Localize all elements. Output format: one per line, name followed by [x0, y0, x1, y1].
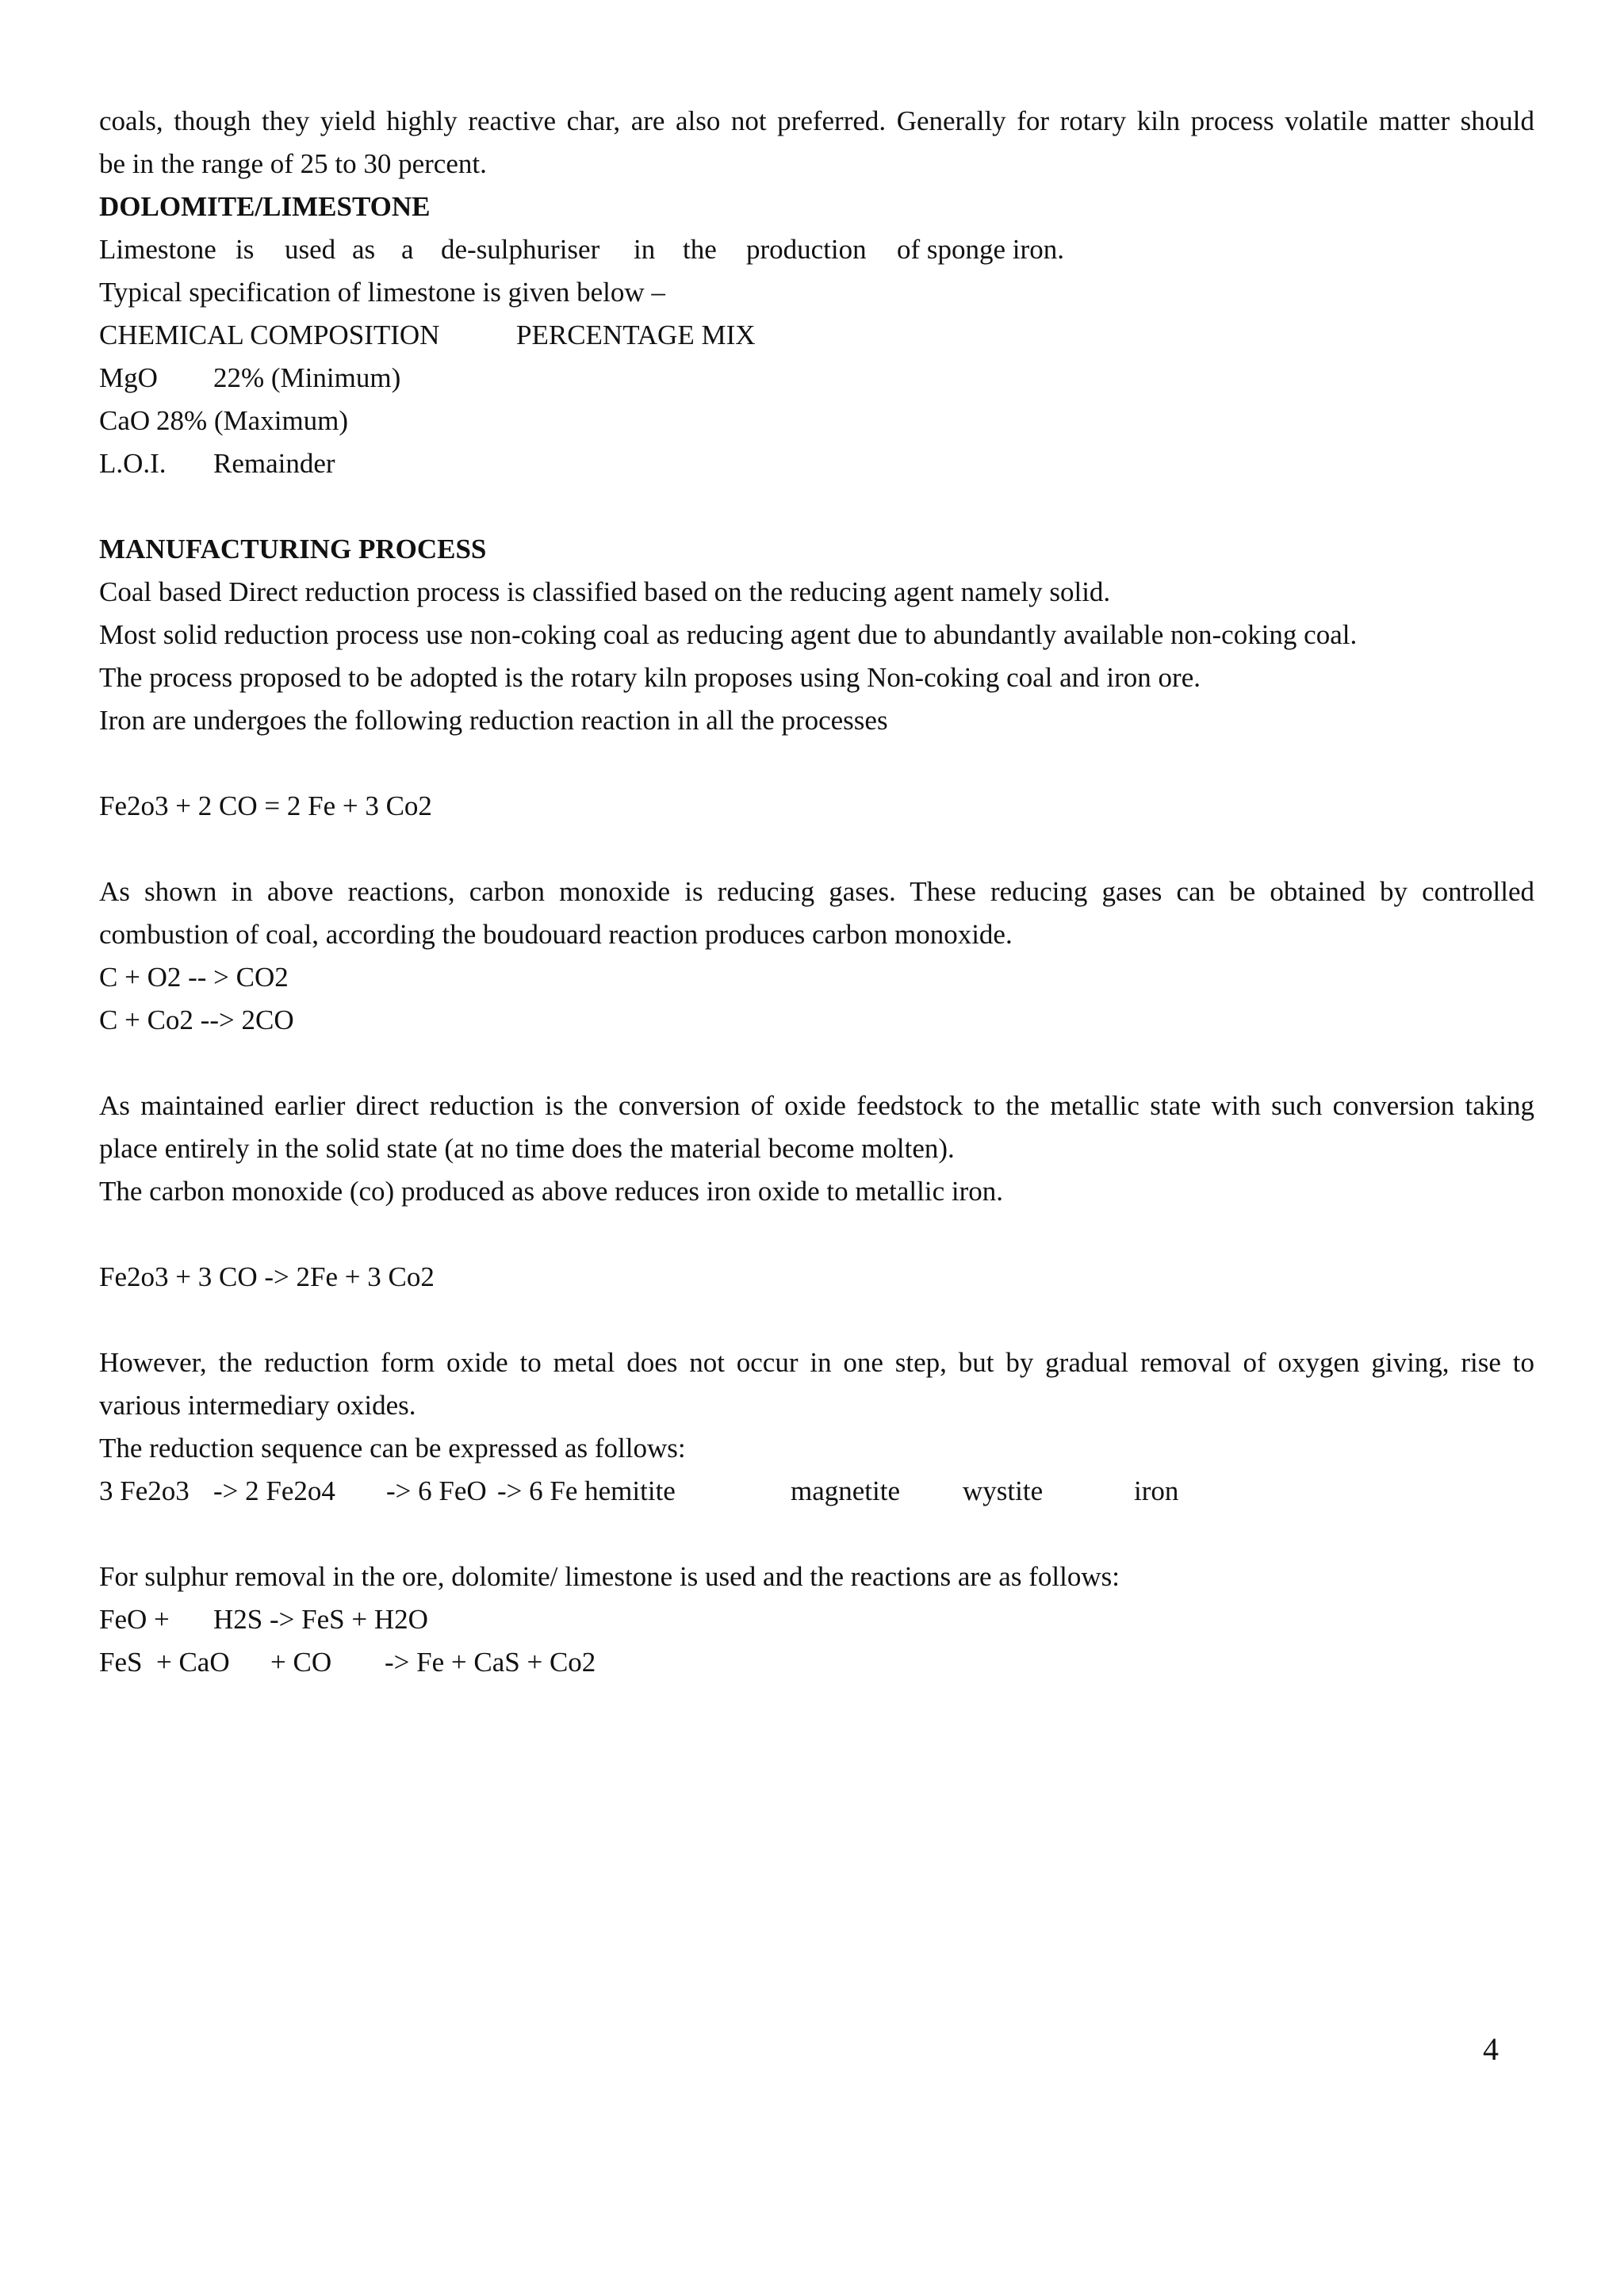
reaction-line [99, 1598, 1534, 1641]
spec-row [99, 357, 1534, 400]
equation: C + O2 -- > CO2 [99, 962, 289, 993]
spacer [99, 1213, 1534, 1256]
reaction-part: FeO + [99, 1604, 170, 1635]
equation: Fe2o3 + 2 CO = 2 Fe + 3 Co2 [99, 790, 432, 821]
spec-row [99, 442, 1534, 485]
desc-word: production [746, 234, 867, 265]
spacer [99, 828, 1534, 871]
spacer [99, 1299, 1534, 1341]
paragraph: The reduction sequence can be expressed as follows: [99, 1433, 686, 1464]
equation: Fe2o3 + 3 CO -> 2Fe + 3 Co2 [99, 1261, 435, 1292]
spacer [99, 485, 1534, 528]
sequence-step: -> 6 Fe hemitite [497, 1475, 676, 1506]
sequence-step: -> 6 FeO [386, 1475, 487, 1506]
sequence-step: wystite [963, 1475, 1044, 1506]
desc-word: de-sulphuriser [441, 234, 600, 265]
reaction-part: FeS + CaO [99, 1647, 230, 1678]
reaction-part: + CO [270, 1647, 332, 1678]
page-number: 4 [1483, 2031, 1499, 2067]
spacer [99, 742, 1534, 785]
spec-row-value: 22% (Minimum) [213, 362, 401, 393]
paragraph: The carbon monoxide (co) produced as above reduces iron oxide to metallic iron. [99, 1176, 1004, 1207]
paragraph: The process proposed to be adopted is the rotary kiln proposes using Non-coking coal and iron ore. [99, 662, 1201, 693]
paragraph: For sulphur removal in the ore, dolomite/ limestone is used and the reactions are as follows: [99, 1561, 1120, 1592]
document-page [99, 100, 1534, 1684]
spec-row-value: Remainder [213, 448, 335, 479]
sequence-step: -> 2 Fe2o4 [213, 1475, 335, 1506]
spec-table-header [99, 314, 1534, 357]
spec-header-composition: CHEMICAL COMPOSITION [99, 320, 440, 350]
paragraph: As maintained earlier direct reduction is the conversion of oxide feedstock to the metallic state with such conversion taking [99, 1090, 1534, 1121]
desc-word: is [236, 234, 255, 265]
dolomite-description [99, 228, 1534, 271]
sequence-step: iron [1134, 1475, 1179, 1506]
desc-word: in [634, 234, 656, 265]
intro-line-1: coals, though they yield highly reactive char, are also not preferred. Generally for rotary kiln process volatile matter should [99, 105, 1534, 136]
paragraph: place entirely in the solid state (at no time does the material become molten). [99, 1133, 955, 1164]
paragraph: Most solid reduction process use non-coking coal as reducing agent due to abundantly available non-coking coal. [99, 619, 1358, 650]
desc-word: used [285, 234, 336, 265]
spec-row-name: L.O.I. [99, 448, 167, 479]
intro-line-2: be in the range of 25 to 30 percent. [99, 148, 487, 179]
desc-word: the [683, 234, 717, 265]
paragraph: Coal based Direct reduction process is classified based on the reducing agent namely solid. [99, 576, 1111, 607]
spec-header-percentage: PERCENTAGE MIX [516, 320, 756, 350]
sequence-step: 3 Fe2o3 [99, 1475, 190, 1506]
spec-row [99, 400, 1534, 442]
manufacturing-heading: MANUFACTURING PROCESS [99, 534, 487, 564]
reduction-sequence [99, 1470, 1534, 1513]
spacer [99, 1042, 1534, 1085]
equation: C + Co2 --> 2CO [99, 1004, 294, 1035]
paragraph: As shown in above reactions, carbon monoxide is reducing gases. These reducing gases can be obtained by controlled [99, 876, 1534, 907]
reaction-line [99, 1641, 1534, 1684]
desc-word: of sponge iron. [897, 234, 1064, 265]
spacer [99, 1513, 1534, 1556]
desc-word: a [401, 234, 414, 265]
paragraph: Iron are undergoes the following reduction reaction in all the processes [99, 705, 888, 736]
desc-word: Limestone [99, 234, 216, 265]
desc-word: as [352, 234, 376, 265]
reaction-part: -> Fe + CaS + Co2 [385, 1647, 596, 1678]
spec-row-name: MgO [99, 362, 158, 393]
sequence-step: magnetite [791, 1475, 901, 1506]
spec-row-name: CaO [99, 405, 151, 436]
paragraph: However, the reduction form oxide to metal does not occur in one step, but by gradual removal of oxygen giving, rise to [99, 1347, 1534, 1378]
paragraph: combustion of coal, according the boudouard reaction produces carbon monoxide. [99, 919, 1013, 950]
paragraph: various intermediary oxides. [99, 1390, 416, 1421]
reaction-part: H2S -> FeS + H2O [213, 1604, 428, 1635]
spec-row-value: 28% (Maximum) [156, 405, 349, 436]
dolomite-heading: DOLOMITE/LIMESTONE [99, 191, 431, 222]
spec-intro: Typical specification of limestone is given below – [99, 277, 665, 308]
